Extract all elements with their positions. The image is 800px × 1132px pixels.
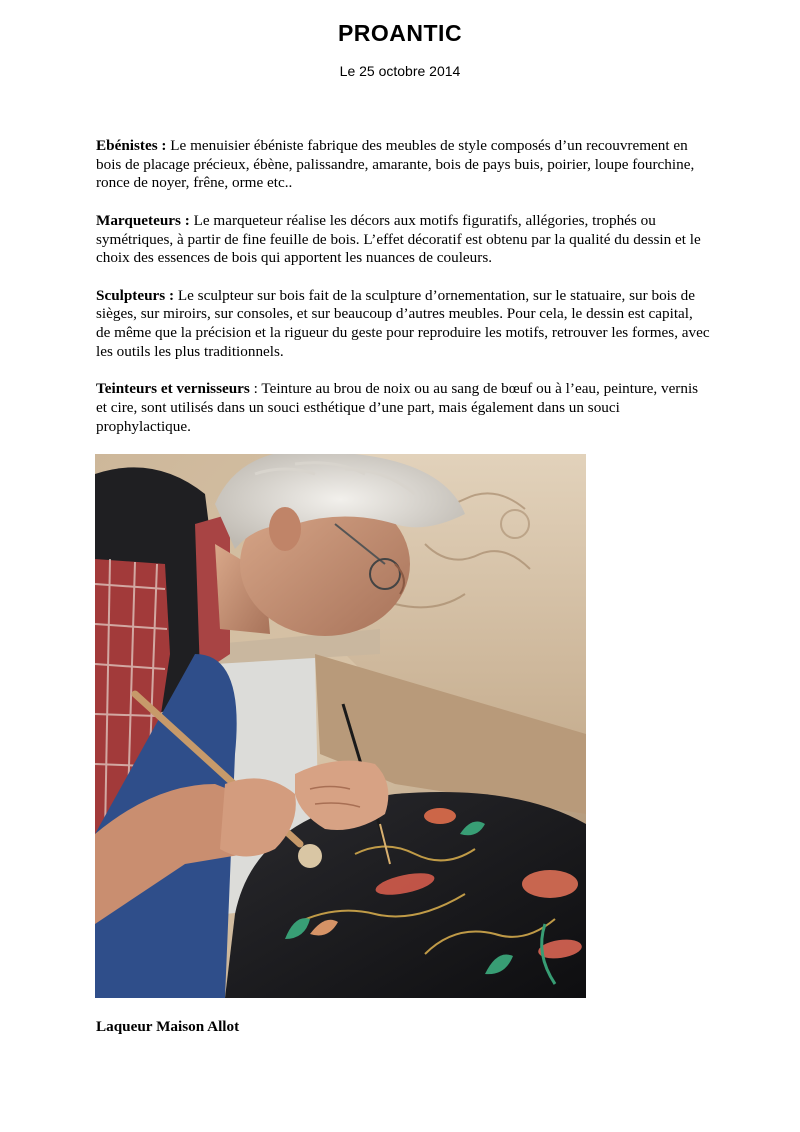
photo-caption: Laqueur Maison Allot (96, 1018, 240, 1035)
paragraph-text: Le menuisier ébéniste fabrique des meubles de style composés d’un recouvrement en bois de placage précieux, ébène, palissandre, amarante, bois de pays buis, poirier, loupe fourchine, ronce de noyer, frêne, orme etc.. (96, 137, 695, 192)
paragraph-text: : Teinture au brou de noix ou au sang de bœuf ou à l’eau, peinture, vernis et cire, sont utilisés dans un souci esthétique d’une part, mais également dans un souci prophylactique. (96, 380, 699, 435)
paragraph-term: Sculpteurs : (96, 286, 175, 304)
paragraph-term: Ebénistes : (96, 137, 167, 154)
document-date: Le 25 octobre 2014 (339, 63, 461, 79)
paragraph-text: Le sculpteur sur bois fait de la sculpture d’ornementation, sur le statuaire, sur bois de sièges, sur miroirs, sur consoles, et sur beaucoup d’autres meubles. Pour cela, le dessin est capital, de même que la précision et la rigueur du geste pour reproduire les motifs, retrouver les formes, avec les outils les plus traditionnels. (96, 286, 710, 360)
document-title: PROANTIC (337, 20, 463, 46)
paragraph-teinteurs (96, 380, 710, 436)
paragraph-ebenistes (96, 137, 710, 193)
paragraph-text: Le marqueteur réalise les décors aux motifs figuratifs, allégories, trophés ou symétriques, à partir de fine feuille de bois. L’effet décoratif est obtenu par la qualité du dessin et le choix des essences de bois qui apportent les nuances de couleurs. (96, 211, 701, 267)
paragraph-term: Teinteurs et vernisseurs (96, 380, 250, 398)
paragraph-marqueteurs (96, 212, 710, 268)
paragraph-sculpteurs (96, 287, 710, 362)
lacquer-artisan-illustration (95, 454, 586, 998)
craftsman-photo (95, 454, 586, 998)
paragraph-term: Marqueteurs : (96, 211, 190, 229)
document-body (96, 137, 710, 455)
